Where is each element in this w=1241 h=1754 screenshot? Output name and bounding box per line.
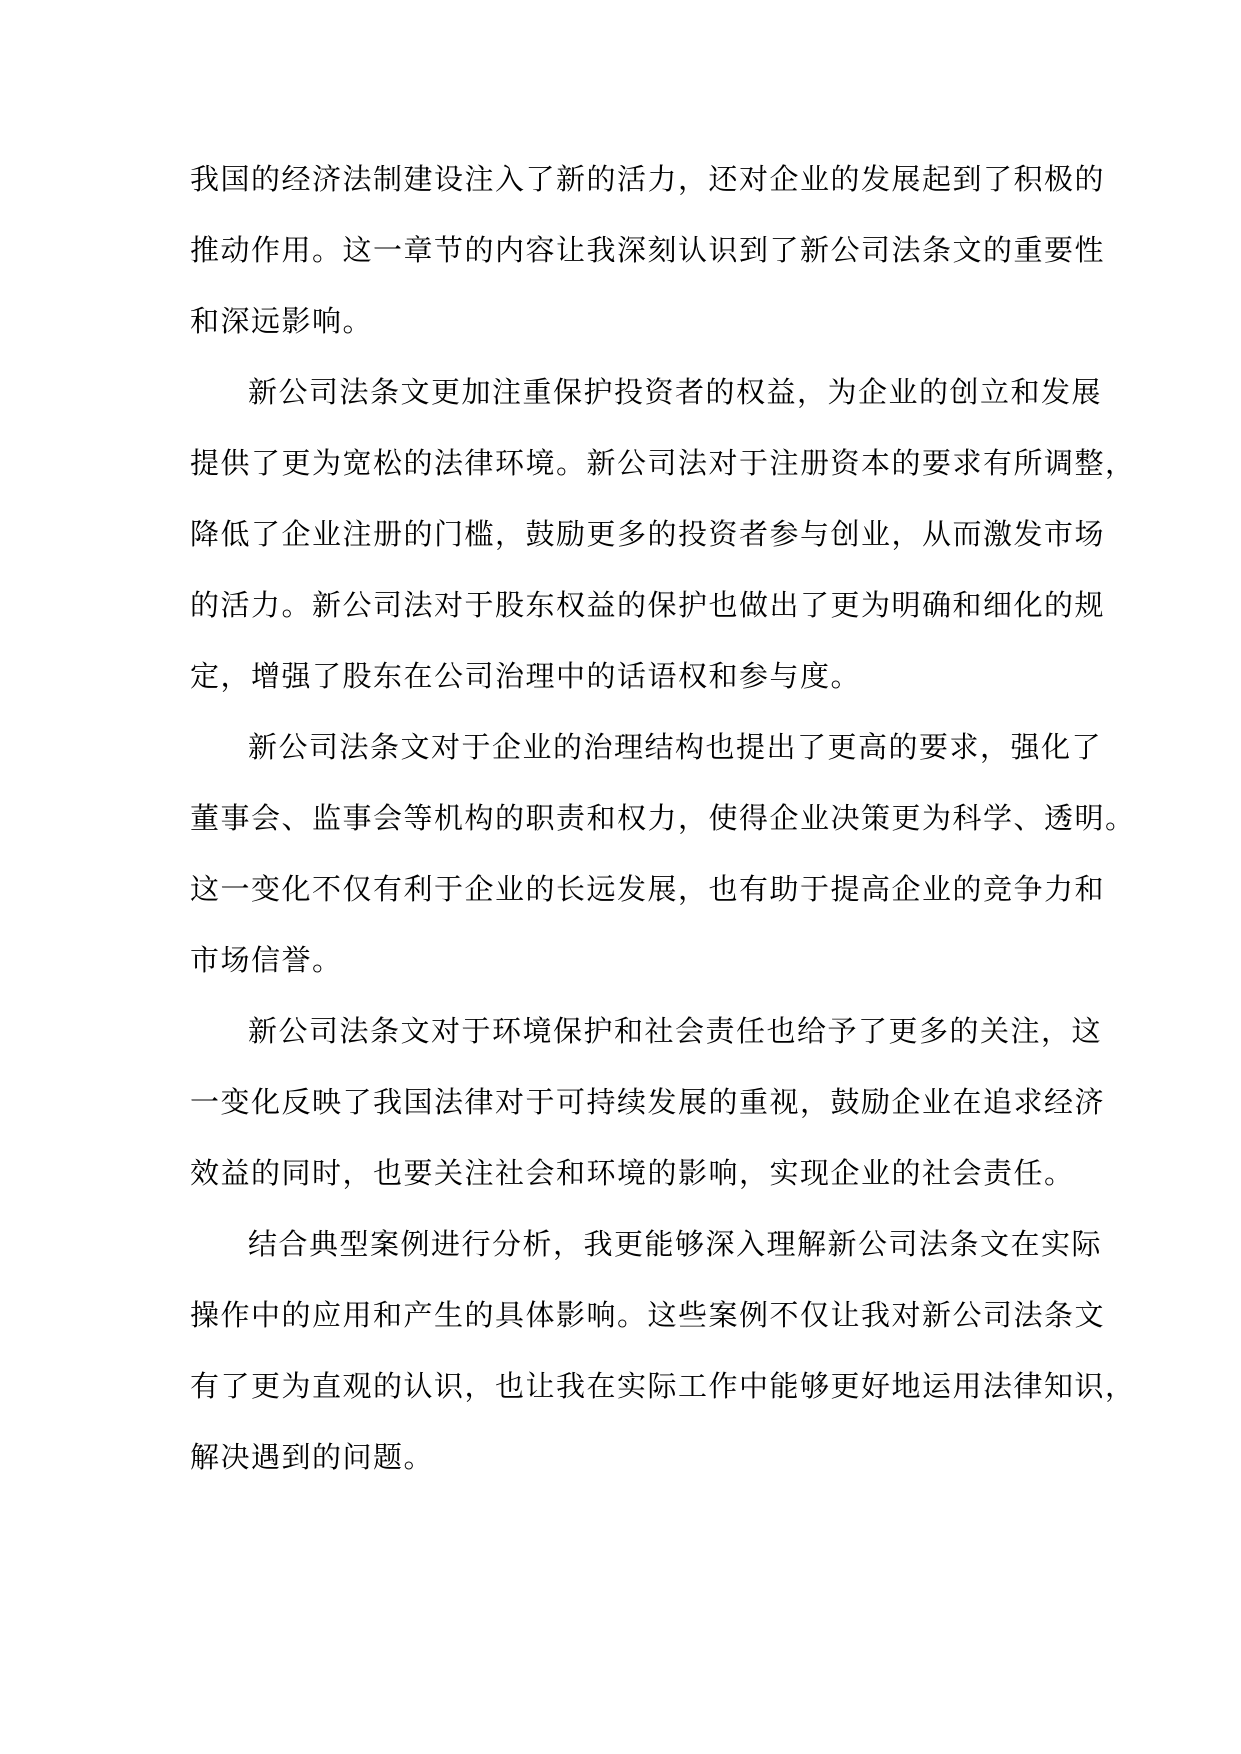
paragraph-line: 市场信誉。 <box>190 943 343 977</box>
paragraph-1 <box>190 144 1106 357</box>
paragraph-line: 推动作用。这一章节的内容让我深刻认识到了新公司法条文的重要性 <box>190 233 1106 267</box>
paragraph-line: 解决遇到的问题。 <box>190 1440 435 1474</box>
paragraph-line: 结合典型案例进行分析，我更能够深入理解新公司法条文在实际 <box>248 1227 1103 1261</box>
paragraph-2 <box>190 357 1136 712</box>
paragraph-line: 操作中的应用和产生的具体影响。这些案例不仅让我对新公司法条文 <box>190 1298 1106 1332</box>
paragraph-5 <box>190 1209 1136 1493</box>
paragraph-line: 这一变化不仅有利于企业的长远发展，也有助于提高企业的竞争力和 <box>190 872 1106 906</box>
paragraph-line: 提供了更为宽松的法律环境。新公司法对于注册资本的要求有所调整， <box>190 446 1136 480</box>
paragraph-line: 董事会、监事会等机构的职责和权力，使得企业决策更为科学、透明。 <box>190 801 1136 835</box>
paragraph-line: 效益的同时，也要关注社会和环境的影响，实现企业的社会责任。 <box>190 1156 1075 1190</box>
paragraph-line: 的活力。新公司法对于股东权益的保护也做出了更为明确和细化的规 <box>190 588 1106 622</box>
paragraph-3 <box>190 712 1136 996</box>
paragraph-line: 我国的经济法制建设注入了新的活力，还对企业的发展起到了积极的 <box>190 162 1106 196</box>
paragraph-line: 新公司法条文对于环境保护和社会责任也给予了更多的关注，这 <box>248 1014 1103 1048</box>
document-body <box>190 144 1136 1493</box>
paragraph-line: 一变化反映了我国法律对于可持续发展的重视，鼓励企业在追求经济 <box>190 1085 1106 1119</box>
paragraph-line: 降低了企业注册的门槛，鼓励更多的投资者参与创业，从而激发市场 <box>190 517 1106 551</box>
paragraph-line: 新公司法条文对于企业的治理结构也提出了更高的要求，强化了 <box>248 730 1103 764</box>
paragraph-line: 有了更为直观的认识，也让我在实际工作中能够更好地运用法律知识， <box>190 1369 1136 1403</box>
paragraph-line: 和深远影响。 <box>190 304 374 338</box>
paragraph-4 <box>190 996 1106 1209</box>
paragraph-line: 定，增强了股东在公司治理中的话语权和参与度。 <box>190 659 862 693</box>
paragraph-line: 新公司法条文更加注重保护投资者的权益，为企业的创立和发展 <box>248 375 1103 409</box>
